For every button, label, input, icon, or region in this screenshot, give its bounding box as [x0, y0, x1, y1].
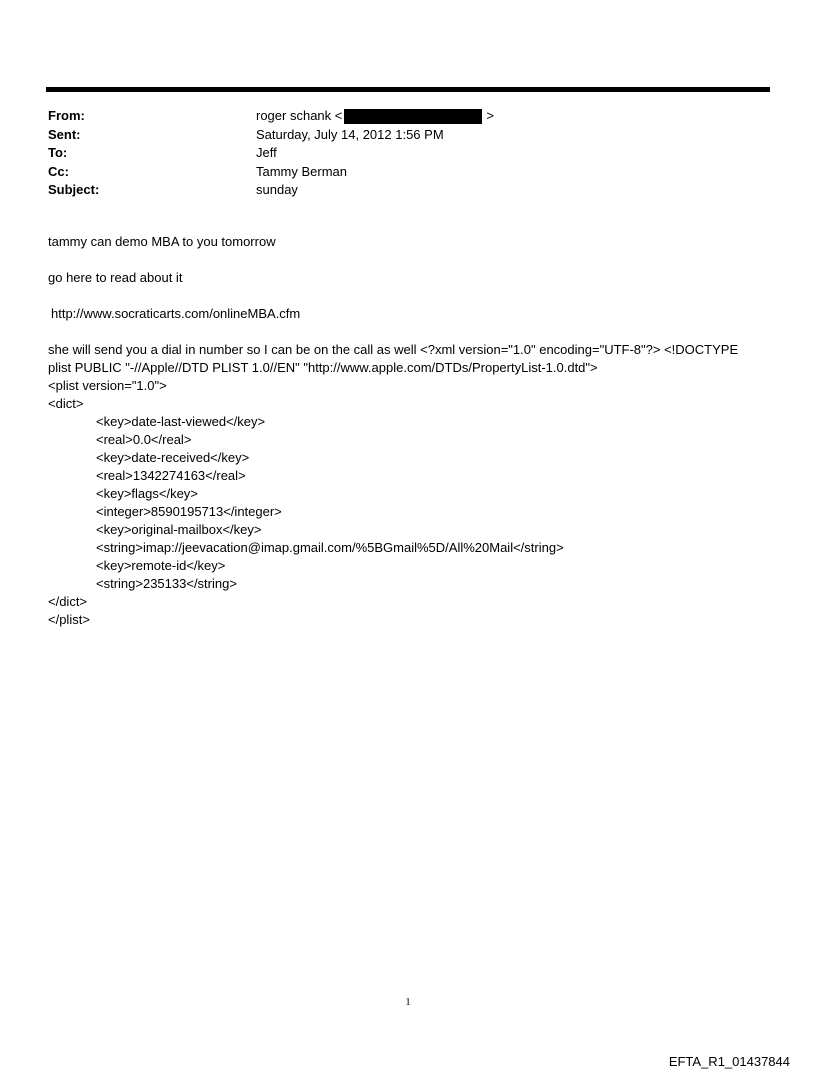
paragraph-gap [48, 287, 768, 305]
plist-line: <real>1342274163</real> [96, 468, 246, 483]
subject-label: Subject: [48, 182, 100, 197]
page-number: 1 [405, 996, 411, 1008]
from-value [256, 107, 494, 126]
redaction-block [344, 109, 482, 124]
plist-line: <string>235133</string> [96, 576, 237, 591]
cc-label: Cc: [48, 163, 69, 179]
paragraph-gap [48, 323, 768, 341]
plist-line: <key>date-last-viewed</key> [96, 414, 266, 429]
body-line: tammy can demo MBA to you tomorrow [48, 234, 276, 249]
document-id: EFTA_R1_01437844 [668, 1054, 790, 1069]
body-line: </dict> [48, 594, 88, 609]
to-label: To: [48, 145, 68, 160]
sent-value: Saturday, July 14, 2012 1:56 PM [256, 126, 444, 142]
sent-label: Sent: [48, 126, 81, 142]
plist-line: <real>0.0</real> [96, 432, 192, 447]
sent-row [48, 126, 748, 145]
plist-line: <key>remote-id</key> [96, 558, 226, 573]
body-line: <dict> [48, 396, 84, 411]
email-header [48, 107, 748, 200]
from-name: roger schank < [256, 108, 343, 123]
paragraph-gap [48, 251, 768, 269]
from-suffix: > [486, 108, 494, 123]
to-row [48, 144, 748, 163]
plist-line: <key>flags</key> [96, 486, 198, 501]
to-value: Jeff [256, 145, 277, 160]
body-line: plist PUBLIC "-//Apple//DTD PLIST 1.0//EN" "http://www.apple.com/DTDs/PropertyList-1.0.dtd"> [48, 360, 598, 375]
from-label: From: [48, 108, 85, 123]
email-body [48, 233, 768, 629]
subject-value: sunday [256, 182, 298, 197]
body-line: go here to read about it [48, 270, 183, 285]
cc-row [48, 163, 748, 182]
header-divider [46, 87, 770, 92]
body-line: <plist version="1.0"> [48, 378, 167, 393]
subject-row [48, 181, 748, 200]
plist-line: <integer>8590195713</integer> [96, 504, 282, 519]
from-row [48, 107, 748, 126]
plist-line: <key>original-mailbox</key> [96, 522, 262, 537]
body-line: </plist> [48, 612, 90, 627]
body-link[interactable]: http://www.socraticarts.com/onlineMBA.cfm [51, 306, 301, 321]
body-line: she will send you a dial in number so I can be on the call as well <?xml version="1.0" encoding="UTF-8"?> <!DOCTYPE [48, 342, 739, 357]
plist-line: <key>date-received</key> [96, 450, 250, 465]
plist-line: <string>imap://jeevacation@imap.gmail.com/%5BGmail%5D/All%20Mail</string> [96, 540, 564, 555]
cc-value: Tammy Berman [256, 163, 348, 179]
